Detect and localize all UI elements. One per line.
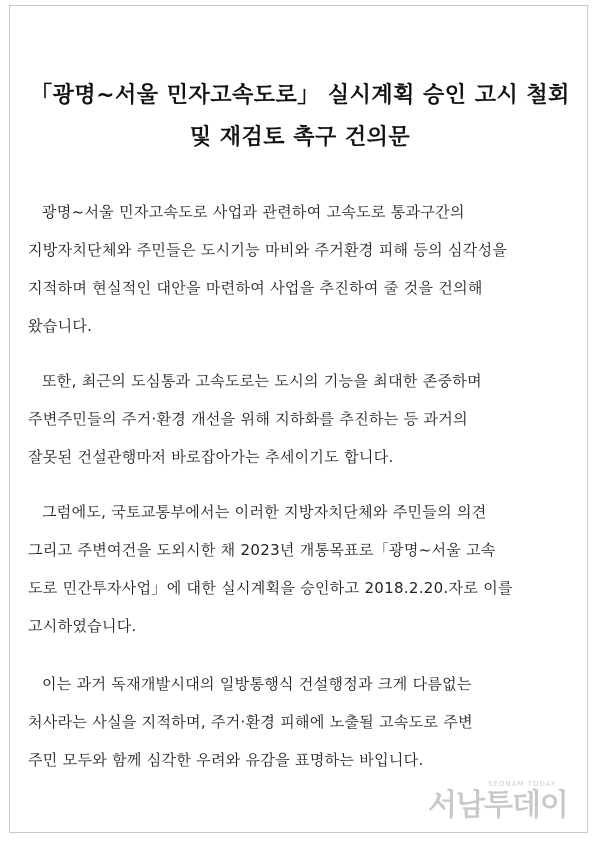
paragraph-line: 주민 모두와 함께 심각한 우려와 유감을 표명하는 바입니다. (28, 751, 424, 769)
paragraph-line: 잘못된 건설관행마저 바로잡아가는 추세이기도 합니다. (28, 448, 394, 466)
watermark-subtext: SEONAM TODAY (488, 780, 557, 788)
paragraph-line: 광명~서울 민자고속도로 사업과 관련하여 고속도로 통과구간의 (42, 203, 465, 221)
paragraph-line: 도로 민간투자사업」에 대한 실시계획을 승인하고 2018.2.20.자로 이를 (28, 579, 513, 597)
paragraph-1 (28, 193, 580, 345)
paragraph-line: 지방자치단체와 주민들은 도시기능 마비와 주거환경 피해 등의 심각성을 (28, 241, 508, 259)
paragraph-line: 지적하며 현실적인 대안을 마련하여 사업을 추진하여 줄 것을 건의해 (28, 279, 483, 297)
paragraph-line: 고시하였습니다. (28, 617, 137, 635)
document-title-line1: 「광명~서울 민자고속도로」 실시계획 승인 고시 철회 (30, 83, 570, 108)
paragraph-line: 처사라는 사실을 지적하며, 주거·환경 피해에 노출될 고속도로 주변 (28, 713, 473, 731)
paragraph-line: 그리고 주변여건을 도외시한 채 2023년 개통목표로「광명~서울 고속 (28, 541, 496, 559)
paragraph-line: 왔습니다. (28, 317, 93, 335)
paragraph-line: 이는 과거 독재개발시대의 일방통행식 건설행정과 크게 다름없는 (42, 675, 472, 693)
document-title-line2: 및 재검토 촉구 건의문 (189, 125, 411, 150)
paragraph-4 (28, 665, 580, 779)
paragraph-line: 또한, 최근의 도심통과 고속도로는 도시의 기능을 최대한 존중하며 (42, 372, 482, 390)
paragraph-3 (28, 493, 580, 645)
paragraph-2 (28, 362, 580, 476)
paragraph-line: 주변주민들의 주거·환경 개선을 위해 지하화를 추진하는 등 과거의 (28, 410, 468, 428)
watermark-logo: 서남투데이 (428, 788, 568, 823)
paragraph-line: 그럼에도, 국토교통부에서는 이러한 지방자치단체와 주민들의 의견 (42, 503, 487, 521)
